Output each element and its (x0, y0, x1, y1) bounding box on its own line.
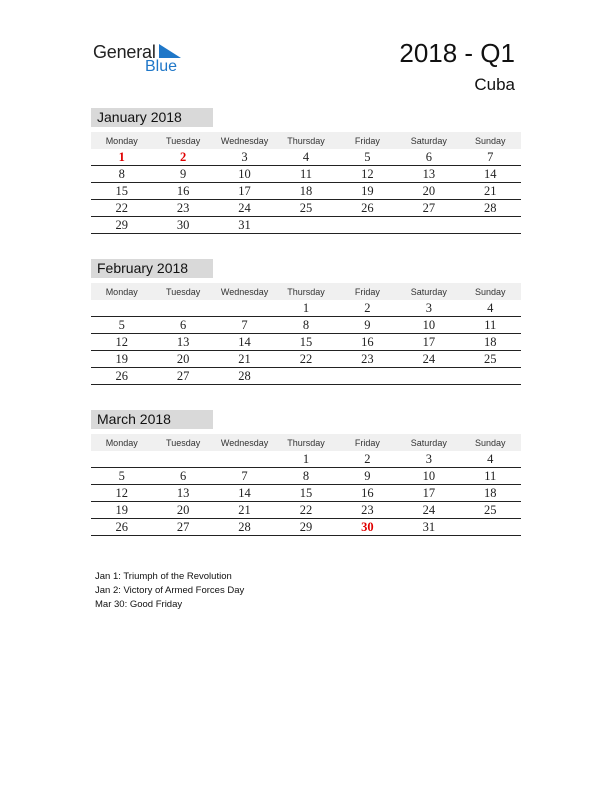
holiday-notes (95, 570, 244, 612)
day-cell: 21 (238, 351, 251, 366)
day-cell: 13 (176, 334, 190, 349)
month-grid (91, 132, 521, 234)
day-cell: 12 (115, 334, 128, 349)
day-cell: 15 (299, 334, 313, 349)
month-calendar (91, 410, 521, 536)
day-cell: 7 (241, 468, 248, 483)
weekday-label: Sunday (474, 135, 506, 146)
day-cell: 24 (238, 200, 251, 215)
weekday-label: Monday (105, 286, 138, 297)
day-cell: 19 (115, 351, 128, 366)
day-cell: 27 (176, 368, 190, 383)
day-cell: 15 (115, 183, 128, 198)
week-row (91, 519, 521, 536)
weekday-label: Friday (354, 286, 380, 297)
day-cell: 29 (299, 519, 313, 534)
day-cell: 3 (425, 300, 432, 315)
day-cell: 9 (364, 317, 371, 332)
day-cell: 14 (238, 485, 251, 500)
day-cell: 27 (422, 200, 436, 215)
weekday-label: Thursday (287, 286, 325, 297)
day-cell: 22 (299, 351, 313, 366)
day-cell: 21 (483, 183, 497, 198)
day-cell: 16 (361, 334, 374, 349)
day-cell: 27 (176, 519, 190, 534)
day-cell: 19 (361, 183, 374, 198)
week-row (91, 334, 521, 351)
day-cell: 31 (238, 217, 251, 232)
day-cell: 2 (364, 300, 371, 315)
day-cell: 12 (115, 485, 128, 500)
day-cell: 18 (483, 334, 497, 349)
day-cell: 2 (364, 451, 371, 466)
day-cell: 14 (238, 334, 251, 349)
day-cell: 11 (299, 166, 312, 181)
day-cell: 23 (361, 502, 374, 517)
day-cell: 7 (241, 317, 248, 332)
month-calendar (91, 259, 521, 385)
day-cell: 17 (238, 183, 251, 198)
weekday-label: Sunday (474, 437, 506, 448)
week-row (91, 502, 521, 519)
weekday-label: Tuesday (166, 286, 201, 297)
day-cell: 22 (115, 200, 128, 215)
day-cell: 1 (302, 451, 310, 466)
weekday-label: Wednesday (220, 286, 269, 297)
week-row (91, 200, 521, 217)
day-cell: 7 (487, 149, 494, 164)
weekday-label: Friday (354, 135, 380, 146)
day-cell: 5 (118, 468, 125, 483)
day-cell: 26 (115, 519, 128, 534)
day-cell: 24 (422, 502, 436, 517)
day-cell: 4 (487, 451, 494, 466)
day-cell: 28 (238, 368, 251, 383)
day-cell: 20 (422, 183, 436, 198)
weekday-label: Saturday (410, 135, 447, 146)
day-cell: 8 (118, 166, 125, 181)
month-grid (91, 434, 521, 536)
day-cell: 5 (364, 149, 371, 164)
day-cell: 25 (483, 351, 497, 366)
day-cell: 22 (299, 502, 313, 517)
day-cell: 18 (483, 485, 497, 500)
weekday-label: Saturday (410, 286, 447, 297)
weekday-label: Tuesday (166, 437, 201, 448)
week-row (91, 183, 521, 200)
week-row (91, 451, 521, 468)
day-cell: 25 (299, 200, 313, 215)
weekday-label: Thursday (287, 135, 325, 146)
page-title: 2018 - Q1 (399, 38, 515, 68)
week-row (91, 217, 521, 234)
day-cell: 23 (361, 351, 374, 366)
day-cell: 28 (238, 519, 251, 534)
day-cell: 6 (180, 468, 187, 483)
weekday-label: Wednesday (220, 437, 269, 448)
day-cell: 31 (422, 519, 436, 534)
month-title: February 2018 (91, 259, 213, 278)
day-cell: 14 (483, 166, 497, 181)
holiday-note: Jan 1: Triumph of the Revolution (95, 571, 232, 582)
day-cell: 1 (302, 300, 310, 315)
day-cell: 17 (422, 485, 436, 500)
day-cell: 29 (115, 217, 128, 232)
day-cell: 8 (302, 468, 310, 483)
day-cell: 16 (176, 183, 190, 198)
weekday-label: Thursday (287, 437, 325, 448)
week-row (91, 300, 521, 317)
day-cell: 19 (115, 502, 128, 517)
day-cell: 6 (425, 149, 432, 164)
weekday-header (91, 434, 521, 451)
day-cell: 10 (422, 317, 436, 332)
day-cell: 30 (176, 217, 190, 232)
weekday-label: Friday (354, 437, 380, 448)
weekday-label: Monday (105, 437, 138, 448)
day-cell: 16 (361, 485, 374, 500)
weekday-label: Monday (105, 135, 138, 146)
weekday-label: Sunday (474, 286, 506, 297)
weekday-header (91, 283, 521, 300)
day-cell: 4 (302, 149, 310, 164)
holiday-day-cell: 1 (118, 149, 125, 164)
day-cell: 11 (484, 468, 497, 483)
day-cell: 28 (483, 200, 497, 215)
weekday-label: Wednesday (220, 135, 269, 146)
day-cell: 20 (176, 351, 190, 366)
weekday-header (91, 132, 521, 149)
day-cell: 8 (302, 317, 310, 332)
week-row (91, 468, 521, 485)
day-cell: 3 (241, 149, 248, 164)
day-cell: 11 (484, 317, 497, 332)
day-cell: 13 (176, 485, 190, 500)
holiday-note: Mar 30: Good Friday (95, 599, 183, 610)
logo-blue-text: Blue (145, 58, 178, 75)
weekday-label: Saturday (410, 437, 447, 448)
month-grid (91, 283, 521, 385)
day-cell: 23 (176, 200, 190, 215)
day-cell: 20 (176, 502, 190, 517)
day-cell: 18 (299, 183, 313, 198)
day-cell: 17 (422, 334, 436, 349)
day-cell: 15 (299, 485, 313, 500)
logo-general-text: General (93, 42, 156, 62)
day-cell: 26 (115, 368, 128, 383)
holiday-day-cell: 2 (180, 149, 187, 164)
day-cell: 6 (180, 317, 187, 332)
day-cell: 9 (180, 166, 187, 181)
day-cell: 21 (238, 502, 251, 517)
holiday-note: Jan 2: Victory of Armed Forces Day (95, 585, 245, 596)
day-cell: 10 (238, 166, 251, 181)
week-row (91, 166, 521, 183)
day-cell: 4 (487, 300, 494, 315)
day-cell: 9 (364, 468, 371, 483)
month-calendar (91, 108, 521, 234)
day-cell: 5 (118, 317, 125, 332)
country-label: Cuba (474, 75, 515, 94)
holiday-day-cell: 30 (361, 519, 374, 534)
day-cell: 12 (361, 166, 374, 181)
day-cell: 26 (361, 200, 374, 215)
day-cell: 25 (483, 502, 497, 517)
week-row (91, 317, 521, 334)
week-row (91, 485, 521, 502)
day-cell: 13 (422, 166, 436, 181)
day-cell: 24 (422, 351, 436, 366)
day-cell: 10 (422, 468, 436, 483)
weekday-label: Tuesday (166, 135, 201, 146)
week-row (91, 351, 521, 368)
logo (93, 40, 193, 80)
week-row (91, 149, 521, 166)
day-cell: 3 (425, 451, 432, 466)
week-row (91, 368, 521, 385)
month-title: March 2018 (91, 410, 213, 429)
month-title: January 2018 (91, 108, 213, 127)
